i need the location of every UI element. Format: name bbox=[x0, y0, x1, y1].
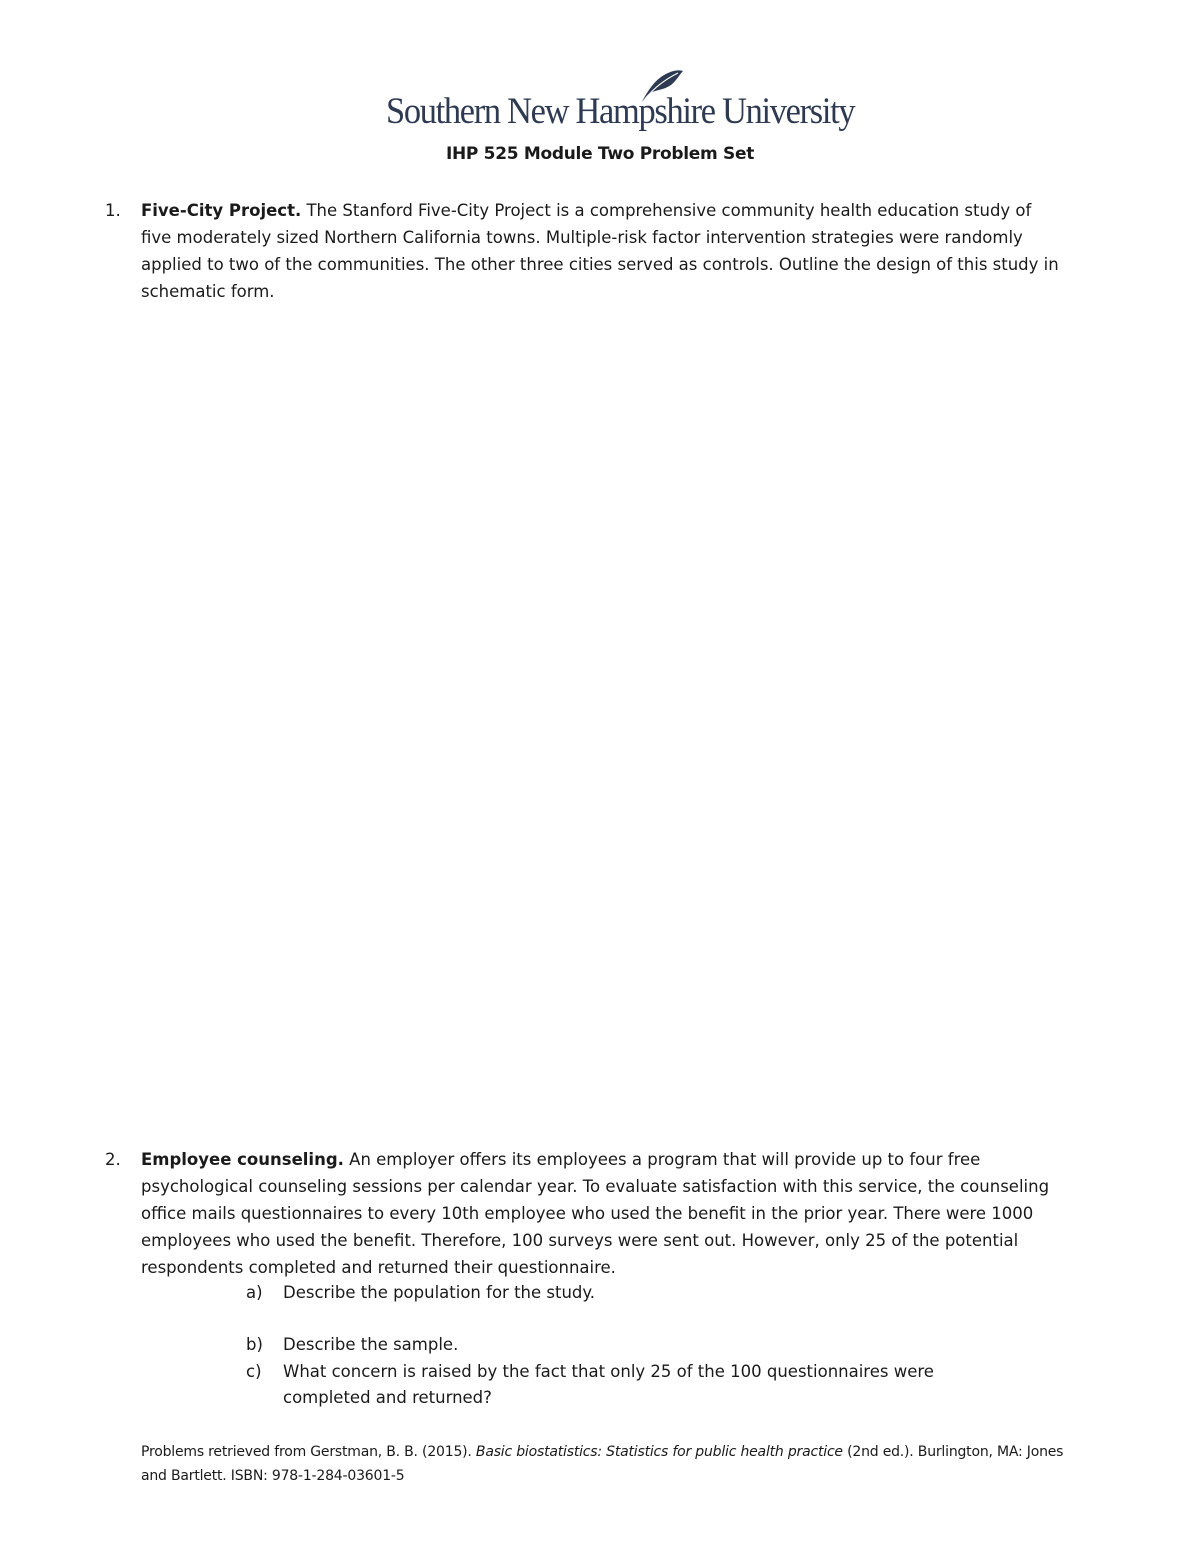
subquestion-letter: a) bbox=[246, 1283, 263, 1302]
citation-book-title: Basic biostatistics: Statistics for public health practice bbox=[475, 1444, 843, 1460]
subquestion-letter: b) bbox=[246, 1335, 263, 1354]
question-body bbox=[141, 197, 1061, 305]
question-body bbox=[141, 1146, 1061, 1281]
university-logo bbox=[386, 68, 855, 138]
subquestion-text: What concern is raised by the fact that only 25 of the 100 questionnaires were completed and returned? bbox=[283, 1362, 934, 1407]
page-title: IHP 525 Module Two Problem Set bbox=[445, 144, 755, 164]
subquestion-text: Describe the sample. bbox=[283, 1335, 459, 1354]
question-title: Employee counseling. bbox=[141, 1150, 344, 1169]
question-text: The Stanford Five-City Project is a comprehensive community health education study of five moderately sized Northern California towns. Multiple-risk factor intervention strategies were randomly applied to two of the communities. The other three cities served as controls. Outline the design of this study in schematic form. bbox=[141, 201, 1059, 301]
question-number: 1. bbox=[105, 201, 121, 220]
question-title: Five-City Project. bbox=[141, 201, 302, 220]
subquestion-letter: c) bbox=[246, 1362, 262, 1381]
question-text: An employer offers its employees a program that will provide up to four free psychological counseling sessions per calendar year. To evaluate satisfaction with this service, the counseling office mails questionnaires to every 10th employee who used the benefit in the prior year. There were 1000 employees who used the benefit. Therefore, 100 surveys were sent out. However, only 25 of the potential respondents completed and returned their questionnaire. bbox=[141, 1150, 1050, 1277]
logo-wordmark: Southern New Hampshire University bbox=[386, 91, 855, 132]
citation-suffix: (2nd ed.). Burlington, MA: Jones and Bartlett. ISBN: 978-1-284-03601-5 bbox=[141, 1444, 1064, 1484]
question-number: 2. bbox=[105, 1150, 121, 1169]
citation-prefix: Problems retrieved from Gerstman, B. B. (2015). bbox=[141, 1444, 476, 1460]
subquestion-text: Describe the population for the study. bbox=[283, 1283, 596, 1302]
citation-footer bbox=[141, 1440, 1081, 1488]
